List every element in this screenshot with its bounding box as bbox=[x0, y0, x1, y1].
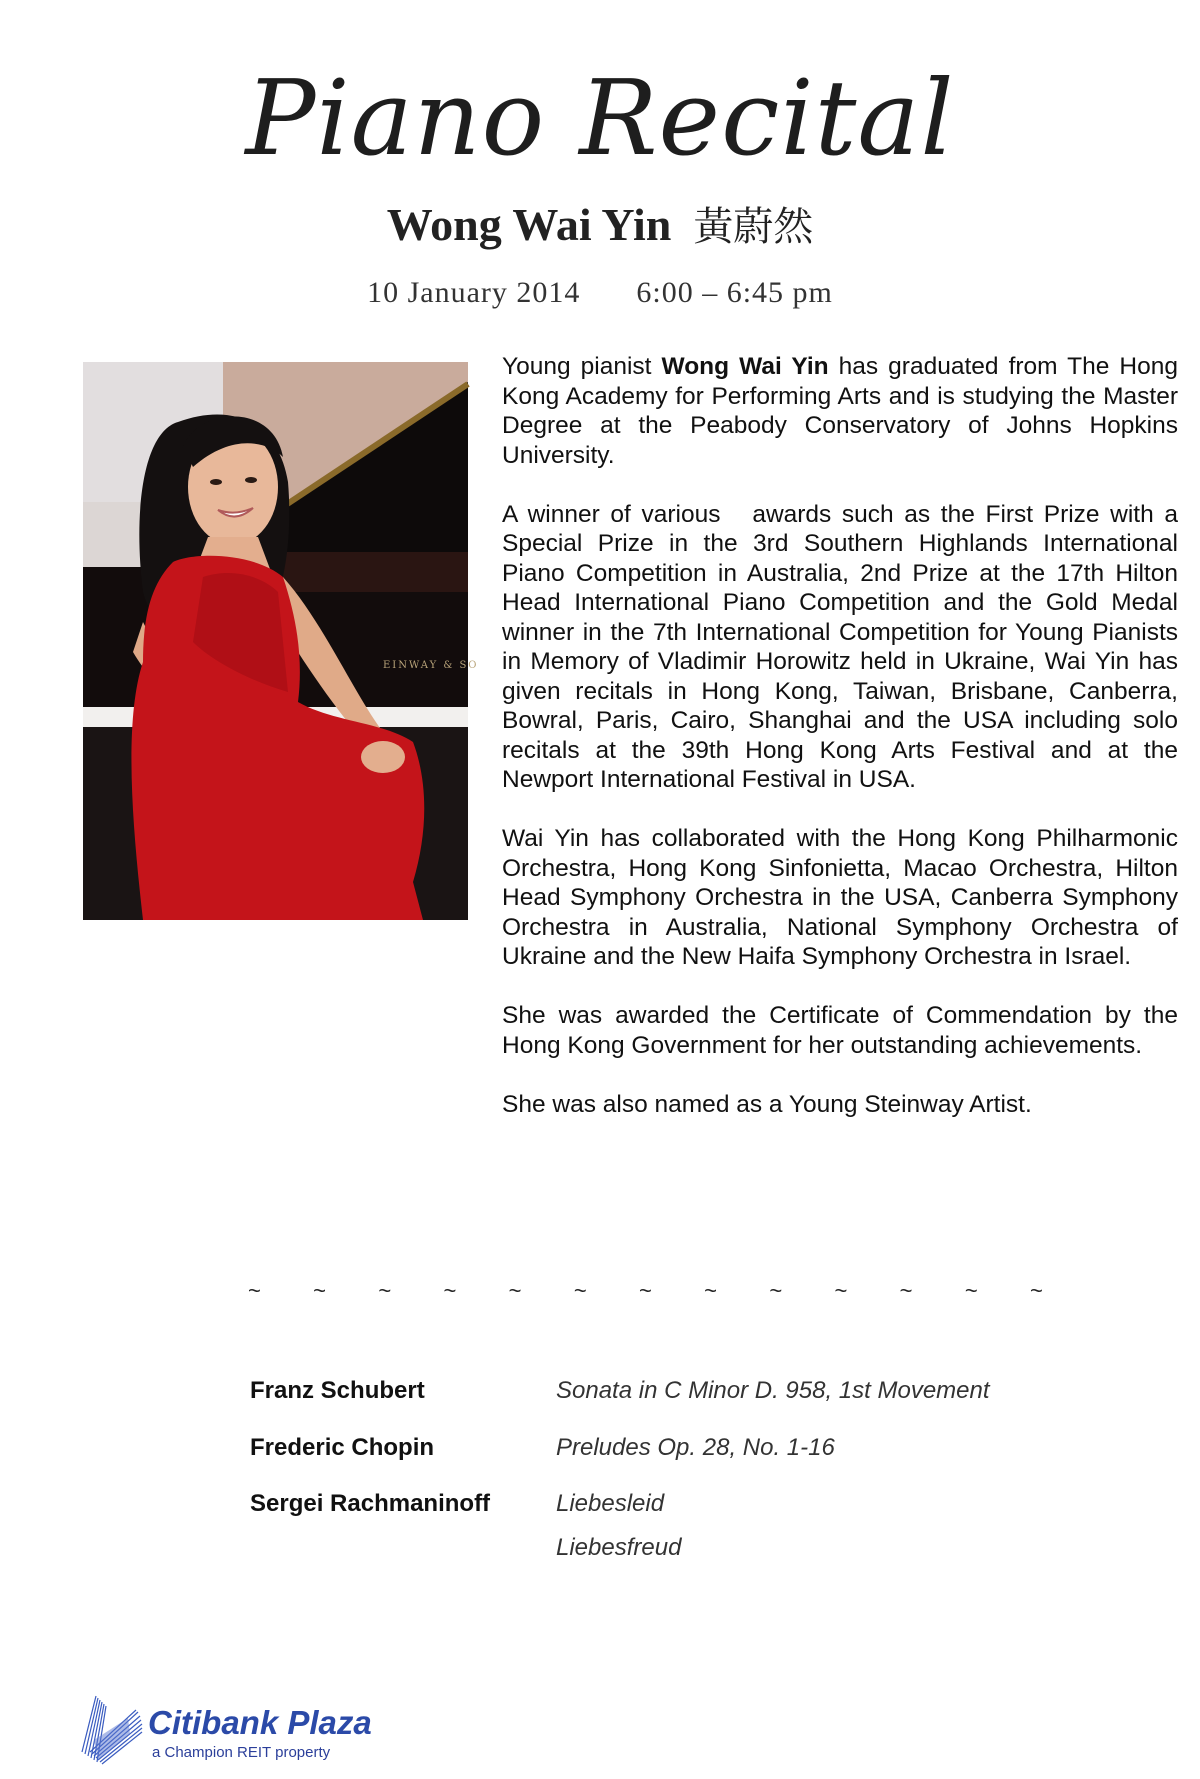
bio-paragraph bbox=[502, 352, 1178, 470]
performer-photo-illustration bbox=[83, 362, 479, 920]
event-time: 6:00 – 6:45 pm bbox=[636, 276, 833, 309]
tilde-mark: ~ bbox=[313, 1278, 327, 1303]
composer-name: Sergei Rachmaninoff bbox=[250, 1490, 491, 1517]
work-title: Preludes Op. 28, No. 1-16 bbox=[556, 1434, 835, 1461]
performer-name-chinese: 黃蔚然 bbox=[693, 204, 814, 250]
work-title: Sonata in C Minor D. 958, 1st Movement bbox=[556, 1377, 990, 1404]
performer-photo bbox=[83, 362, 479, 920]
performer-biography bbox=[502, 352, 1185, 1149]
composer-name: Franz Schubert bbox=[250, 1377, 425, 1404]
bio-paragraph: She was also named as a Young Steinway Artist. bbox=[502, 1090, 1032, 1118]
tilde-mark: ~ bbox=[508, 1278, 522, 1303]
bio-paragraph: A winner of various awards such as the First Prize with a Special Prize in the 3rd Southern Highlands International Piano Competition in Australia, 2nd Prize at the 17th Hilton Head International Piano Competition and the Gold Medal winner in the 7th International Competition for Young Pianists in Memory of Vladimir Horowitz held in Ukraine, Wai Yin has given recitals in Hong Kong, Taiwan, Brisbane, Canberra, Bowral, Paris, Cairo, Shanghai and the USA including solo recitals at the 39th Hong Kong Arts Festival and at the Newport International Festival in USA. bbox=[502, 500, 1185, 793]
page-title: Piano Recital bbox=[245, 57, 955, 179]
tilde-mark: ~ bbox=[378, 1278, 392, 1303]
sponsor-name: Citibank Plaza bbox=[148, 1704, 372, 1741]
tilde-mark: ~ bbox=[248, 1278, 261, 1303]
tilde-divider bbox=[240, 1278, 1043, 1308]
tilde-mark: ~ bbox=[704, 1278, 718, 1303]
tilde-mark: ~ bbox=[769, 1278, 783, 1303]
tilde-mark: ~ bbox=[834, 1278, 848, 1303]
event-date: 10 January 2014 bbox=[367, 276, 581, 309]
steinway-text: EINWAY & SO bbox=[383, 660, 479, 671]
work-title: Liebesfreud bbox=[556, 1534, 682, 1561]
tilde-mark: ~ bbox=[573, 1278, 587, 1303]
date-time-line bbox=[0, 276, 1200, 310]
program-row bbox=[250, 1533, 1050, 1563]
performer-name: Wong Wai Yin bbox=[386, 199, 672, 250]
performer-name-line bbox=[0, 198, 1200, 254]
tilde-mark: ~ bbox=[899, 1278, 913, 1303]
tilde-mark: ~ bbox=[639, 1278, 652, 1303]
bio-paragraph: Wai Yin has collaborated with the Hong Kong Philharmonic Orchestra, Hong Kong Sinfonietta, Macao Orchestra, Hilton Head Symphony Orchestra in the USA, Canberra Symphony Orchestra in Australia, National Symphony Orchestra of Ukraine and the New Haifa Symphony Orchestra in Israel. bbox=[502, 825, 1178, 970]
bio-text: Young pianist bbox=[502, 353, 662, 380]
work-title: Liebesleid bbox=[556, 1490, 665, 1517]
sponsor-tagline: a Champion REIT property bbox=[152, 1744, 331, 1761]
tilde-mark: ~ bbox=[1030, 1278, 1043, 1303]
bio-name-bold: Wong Wai Yin bbox=[661, 353, 829, 380]
program-row bbox=[250, 1433, 1050, 1463]
tilde-mark: ~ bbox=[964, 1278, 978, 1303]
sponsor-logo bbox=[78, 1690, 408, 1770]
bio-paragraph: She was awarded the Certificate of Commendation by the Hong Kong Government for her outstanding achievements. bbox=[502, 1002, 1178, 1059]
tilde-mark: ~ bbox=[443, 1278, 457, 1303]
composer-name: Frederic Chopin bbox=[250, 1434, 435, 1461]
bio-text: has graduated from The Hong Kong Academy for Performing Arts and is studying the Master Degree at the Peabody Conservatory of Johns Hopkins University. bbox=[502, 353, 1179, 469]
citibank-plaza-logo-icon bbox=[78, 1690, 144, 1766]
program-row bbox=[250, 1489, 1050, 1519]
program-row bbox=[250, 1376, 1050, 1406]
